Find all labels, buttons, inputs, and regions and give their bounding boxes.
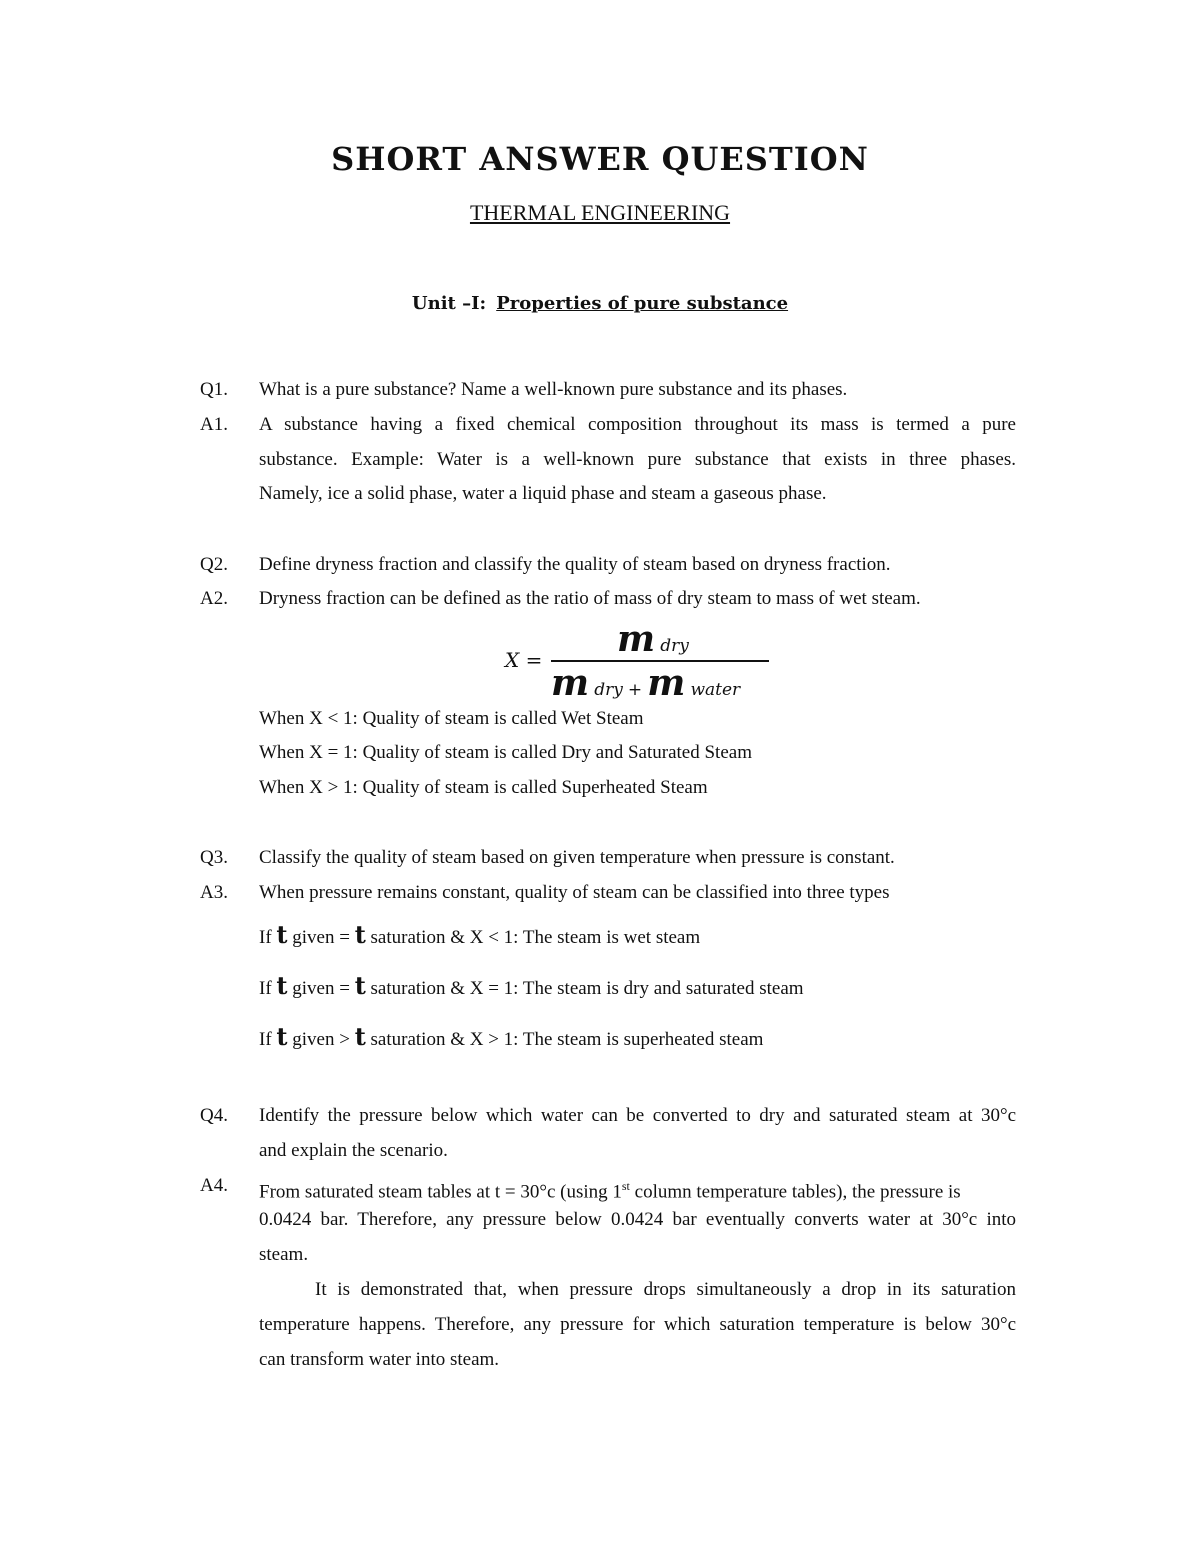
a2-case-2: When X = 1: Quality of steam is called Dry and Saturated Steam	[259, 742, 752, 763]
q4-text-2: and explain the scenario.	[259, 1140, 448, 1161]
a1-label: A1.	[200, 414, 228, 435]
a4-text-3: steam.	[259, 1244, 309, 1265]
a2-label: A2.	[200, 588, 228, 609]
q3-text: Classify the quality of steam based on given temperature when pressure is constant.	[259, 847, 895, 868]
unit-heading	[0, 293, 1200, 314]
a3-case-1: If t given = t saturation & X < 1: The steam is wet steam	[259, 920, 701, 949]
formula-numerator: m dry	[617, 618, 689, 660]
formula-denominator: m dry + m water	[551, 662, 741, 704]
a2-case-1: When X < 1: Quality of steam is called Wet Steam	[259, 708, 644, 729]
q1-label: Q1.	[200, 379, 228, 400]
a2-text: Dryness fraction can be defined as the ratio of mass of dry steam to mass of wet steam.	[259, 588, 921, 609]
unit-label: Unit –I:	[411, 293, 487, 314]
q4-text-1: Identify the pressure below which water can be converted to dry and saturated steam at 30°c	[259, 1105, 1016, 1126]
q1-text: What is a pure substance? Name a well-known pure substance and its phases.	[259, 379, 848, 400]
q2-label: Q2.	[200, 554, 228, 575]
q2-text: Define dryness fraction and classify the quality of steam based on dryness fraction.	[259, 554, 891, 575]
q4-label: Q4.	[200, 1105, 228, 1126]
document-title: SHORT ANSWER QUESTION	[331, 140, 869, 178]
a4-para-text-3: can transform water into steam.	[259, 1349, 500, 1370]
a1-text-3: Namely, ice a solid phase, water a liquid phase and steam a gaseous phase.	[259, 483, 827, 504]
a4-para-text-2: temperature happens. Therefore, any pressure for which saturation temperature is below 30°c	[259, 1314, 1016, 1335]
a3-case-3: If t given > t saturation & X > 1: The steam is superheated steam	[259, 1022, 764, 1051]
document-subtitle: THERMAL ENGINEERING	[469, 200, 731, 225]
a1-text-2: substance. Example: Water is a well-known pure substance that exists in three phases.	[259, 449, 1016, 470]
unit-topic: Properties of pure substance	[496, 293, 789, 314]
a3-text: When pressure remains constant, quality of steam can be classified into three types	[259, 882, 890, 903]
dryness-fraction-formula	[505, 618, 785, 704]
a1-text-1: A substance having a fixed chemical composition throughout its mass is termed a pure	[259, 414, 1016, 435]
a4-label: A4.	[200, 1175, 228, 1196]
a2-case-3: When X > 1: Quality of steam is called Superheated Steam	[259, 777, 708, 798]
formula-lhs: X =	[505, 648, 543, 672]
q3-label: Q3.	[200, 847, 228, 868]
a4-text-1: From saturated steam tables at t = 30°c (using 1st column temperature tables), the pressure is	[259, 1179, 961, 1203]
a3-case-2: If t given = t saturation & X = 1: The steam is dry and saturated steam	[259, 971, 804, 1000]
a3-label: A3.	[200, 882, 228, 903]
a4-text-2: 0.0424 bar. Therefore, any pressure below 0.0424 bar eventually converts water at 30°c into	[259, 1209, 1016, 1230]
a4-para-text-1: It is demonstrated that, when pressure drops simultaneously a drop in its saturation	[315, 1279, 1016, 1300]
